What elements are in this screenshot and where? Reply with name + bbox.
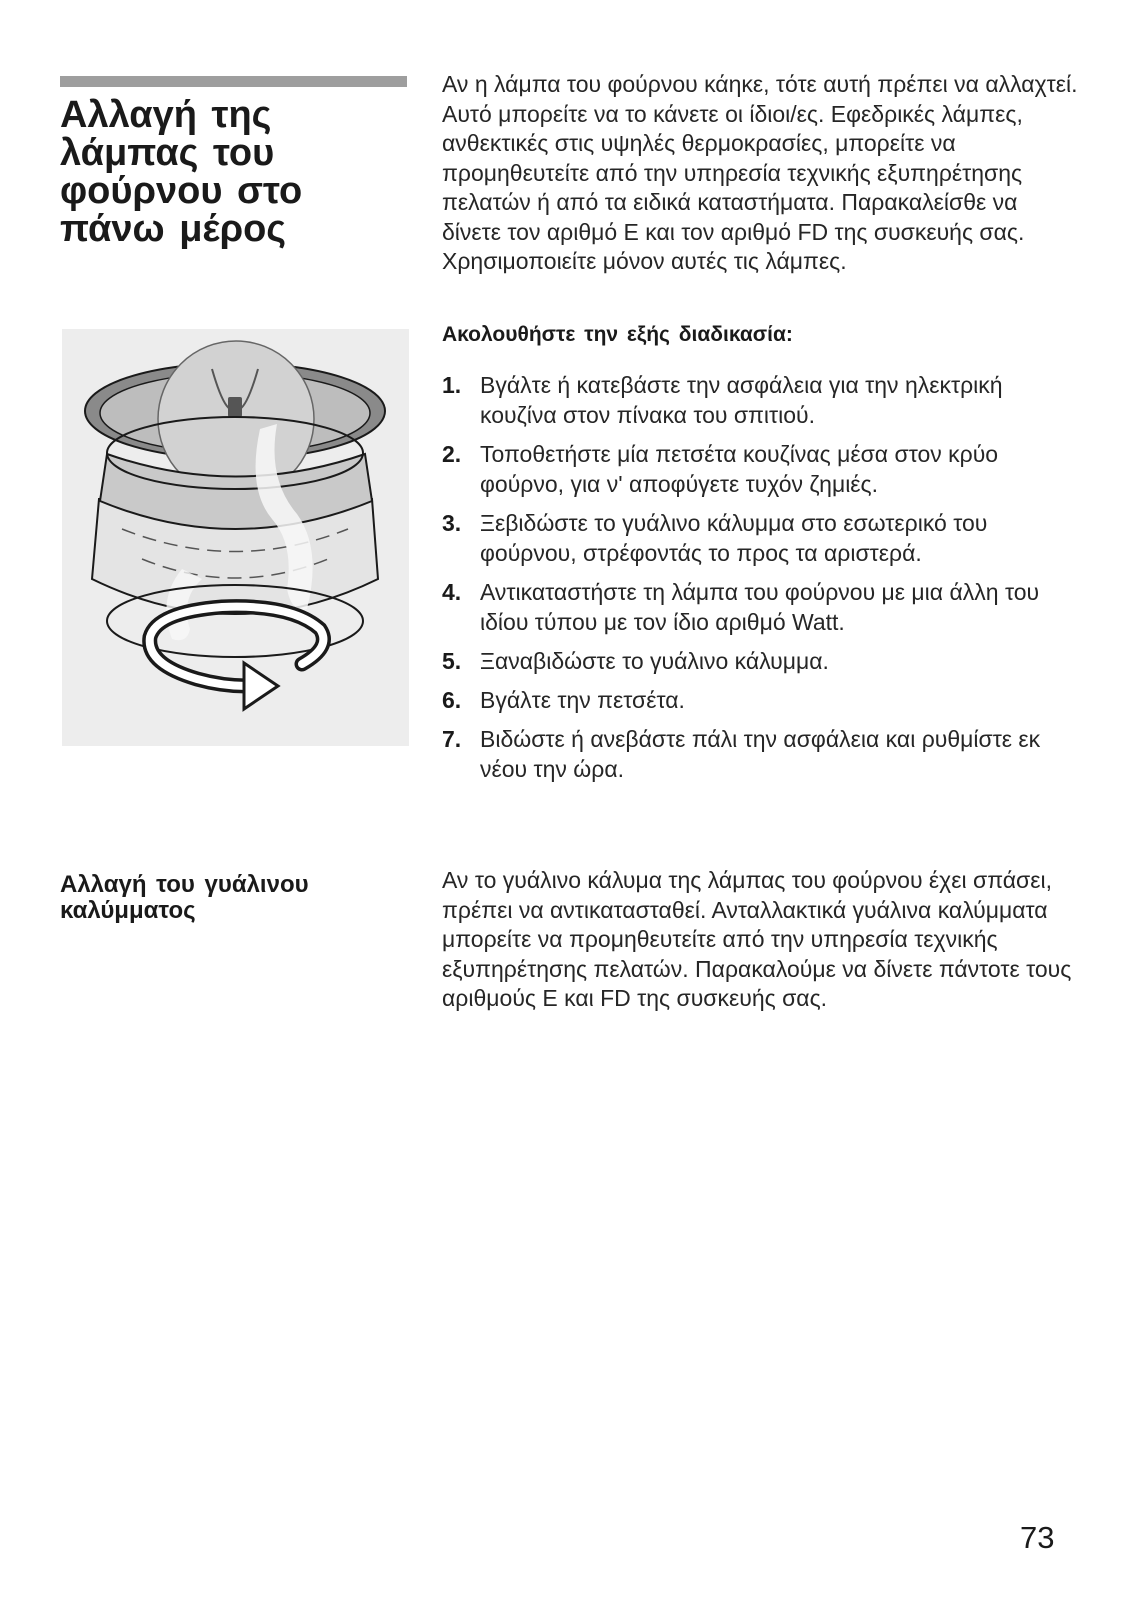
step-number: 3. (442, 510, 462, 536)
procedure-step (442, 646, 1082, 676)
section-title: Αλλαγή της λάμπας του φούρνου στο πάνω μέρος (60, 94, 303, 250)
step-text: Βιδώστε ή ανεβάστε πάλι την ασφάλεια και ρυθμίστε εκ νέου την ώρα. (480, 726, 1041, 782)
step-text: Αντικαταστήστε τη λάμπα του φούρνου με μια άλλη του ιδίου τύπου με τον ίδιο αριθμό Watt. (480, 579, 1040, 635)
procedure-step (442, 439, 1082, 499)
step-text: Τοποθετήστε μία πετσέτα κουζίνας μέσα στον κρύο φούρνο, για ν' αποφύγετε τυχόν ζημιές. (480, 441, 999, 497)
procedure-step (442, 370, 1082, 430)
step-number: 5. (442, 648, 462, 674)
step-number: 4. (442, 579, 462, 605)
procedure-steps (442, 370, 1082, 793)
step-text: Ξεβιδώστε το γυάλινο κάλυμμα στο εσωτερικό του φούρνου, στρέφοντάς το προς τα αριστερά. (480, 510, 988, 566)
procedure-step (442, 724, 1082, 784)
step-number: 7. (442, 726, 462, 752)
step-text: Βγάλτε την πετσέτα. (480, 687, 685, 713)
step-number: 2. (442, 441, 462, 467)
procedure-step (442, 577, 1082, 637)
section-rule (60, 76, 407, 87)
step-number: 1. (442, 372, 462, 398)
section2-paragraph: Αν το γυάλινο κάλυμα της λάμπας του φούρνου έχει σπάσει, πρέπει να αντικατασταθεί. Ανταλλακτικά γυάλινα καλύμματα μπορείτε να προμηθευτείτε από την υπηρεσία τεχνικής εξυπηρέτησης πελατών. Παρακαλούμε να δίνετε πάντοτε τους αριθμούς E και FD της συσκευής σας. (442, 867, 1072, 1011)
section2-title: Αλλαγή του γυάλινου καλύμματος (60, 871, 309, 924)
procedure-step (442, 685, 1082, 715)
lamp-illustration (62, 329, 409, 746)
page-number: 73 (1020, 1520, 1055, 1555)
intro-paragraph: Αν η λάμπα του φούρνου κάηκε, τότε αυτή πρέπει να αλλαχτεί. Αυτό μπορείτε να το κάνετε οι ίδιοι/ες. Εφεδρικές λάμπες, ανθεκτικές στις υψηλές θερμοκρασίες, μπορείτε να προμηθευτείτε από την υπηρεσία τεχνικής εξυπηρέτησης πελατών ή από τα ειδικά καταστήματα. Παρακαλείσθε να δίνετε τον αριθμό E και τον αριθμό FD της συσκευής σας. Χρησιμοποιείτε μόνον αυτές τις λάμπες. (442, 71, 1078, 274)
step-text: Ξαναβιδώστε το γυάλινο κάλυμμα. (480, 648, 829, 674)
procedure-step (442, 508, 1082, 568)
procedure-heading: Ακολουθήστε την εξής διαδικασία: (442, 323, 793, 346)
step-number: 6. (442, 687, 462, 713)
step-text: Βγάλτε ή κατεβάστε την ασφάλεια για την ηλεκτρική κουζίνα στον πίνακα του σπιτιού. (480, 372, 1003, 428)
